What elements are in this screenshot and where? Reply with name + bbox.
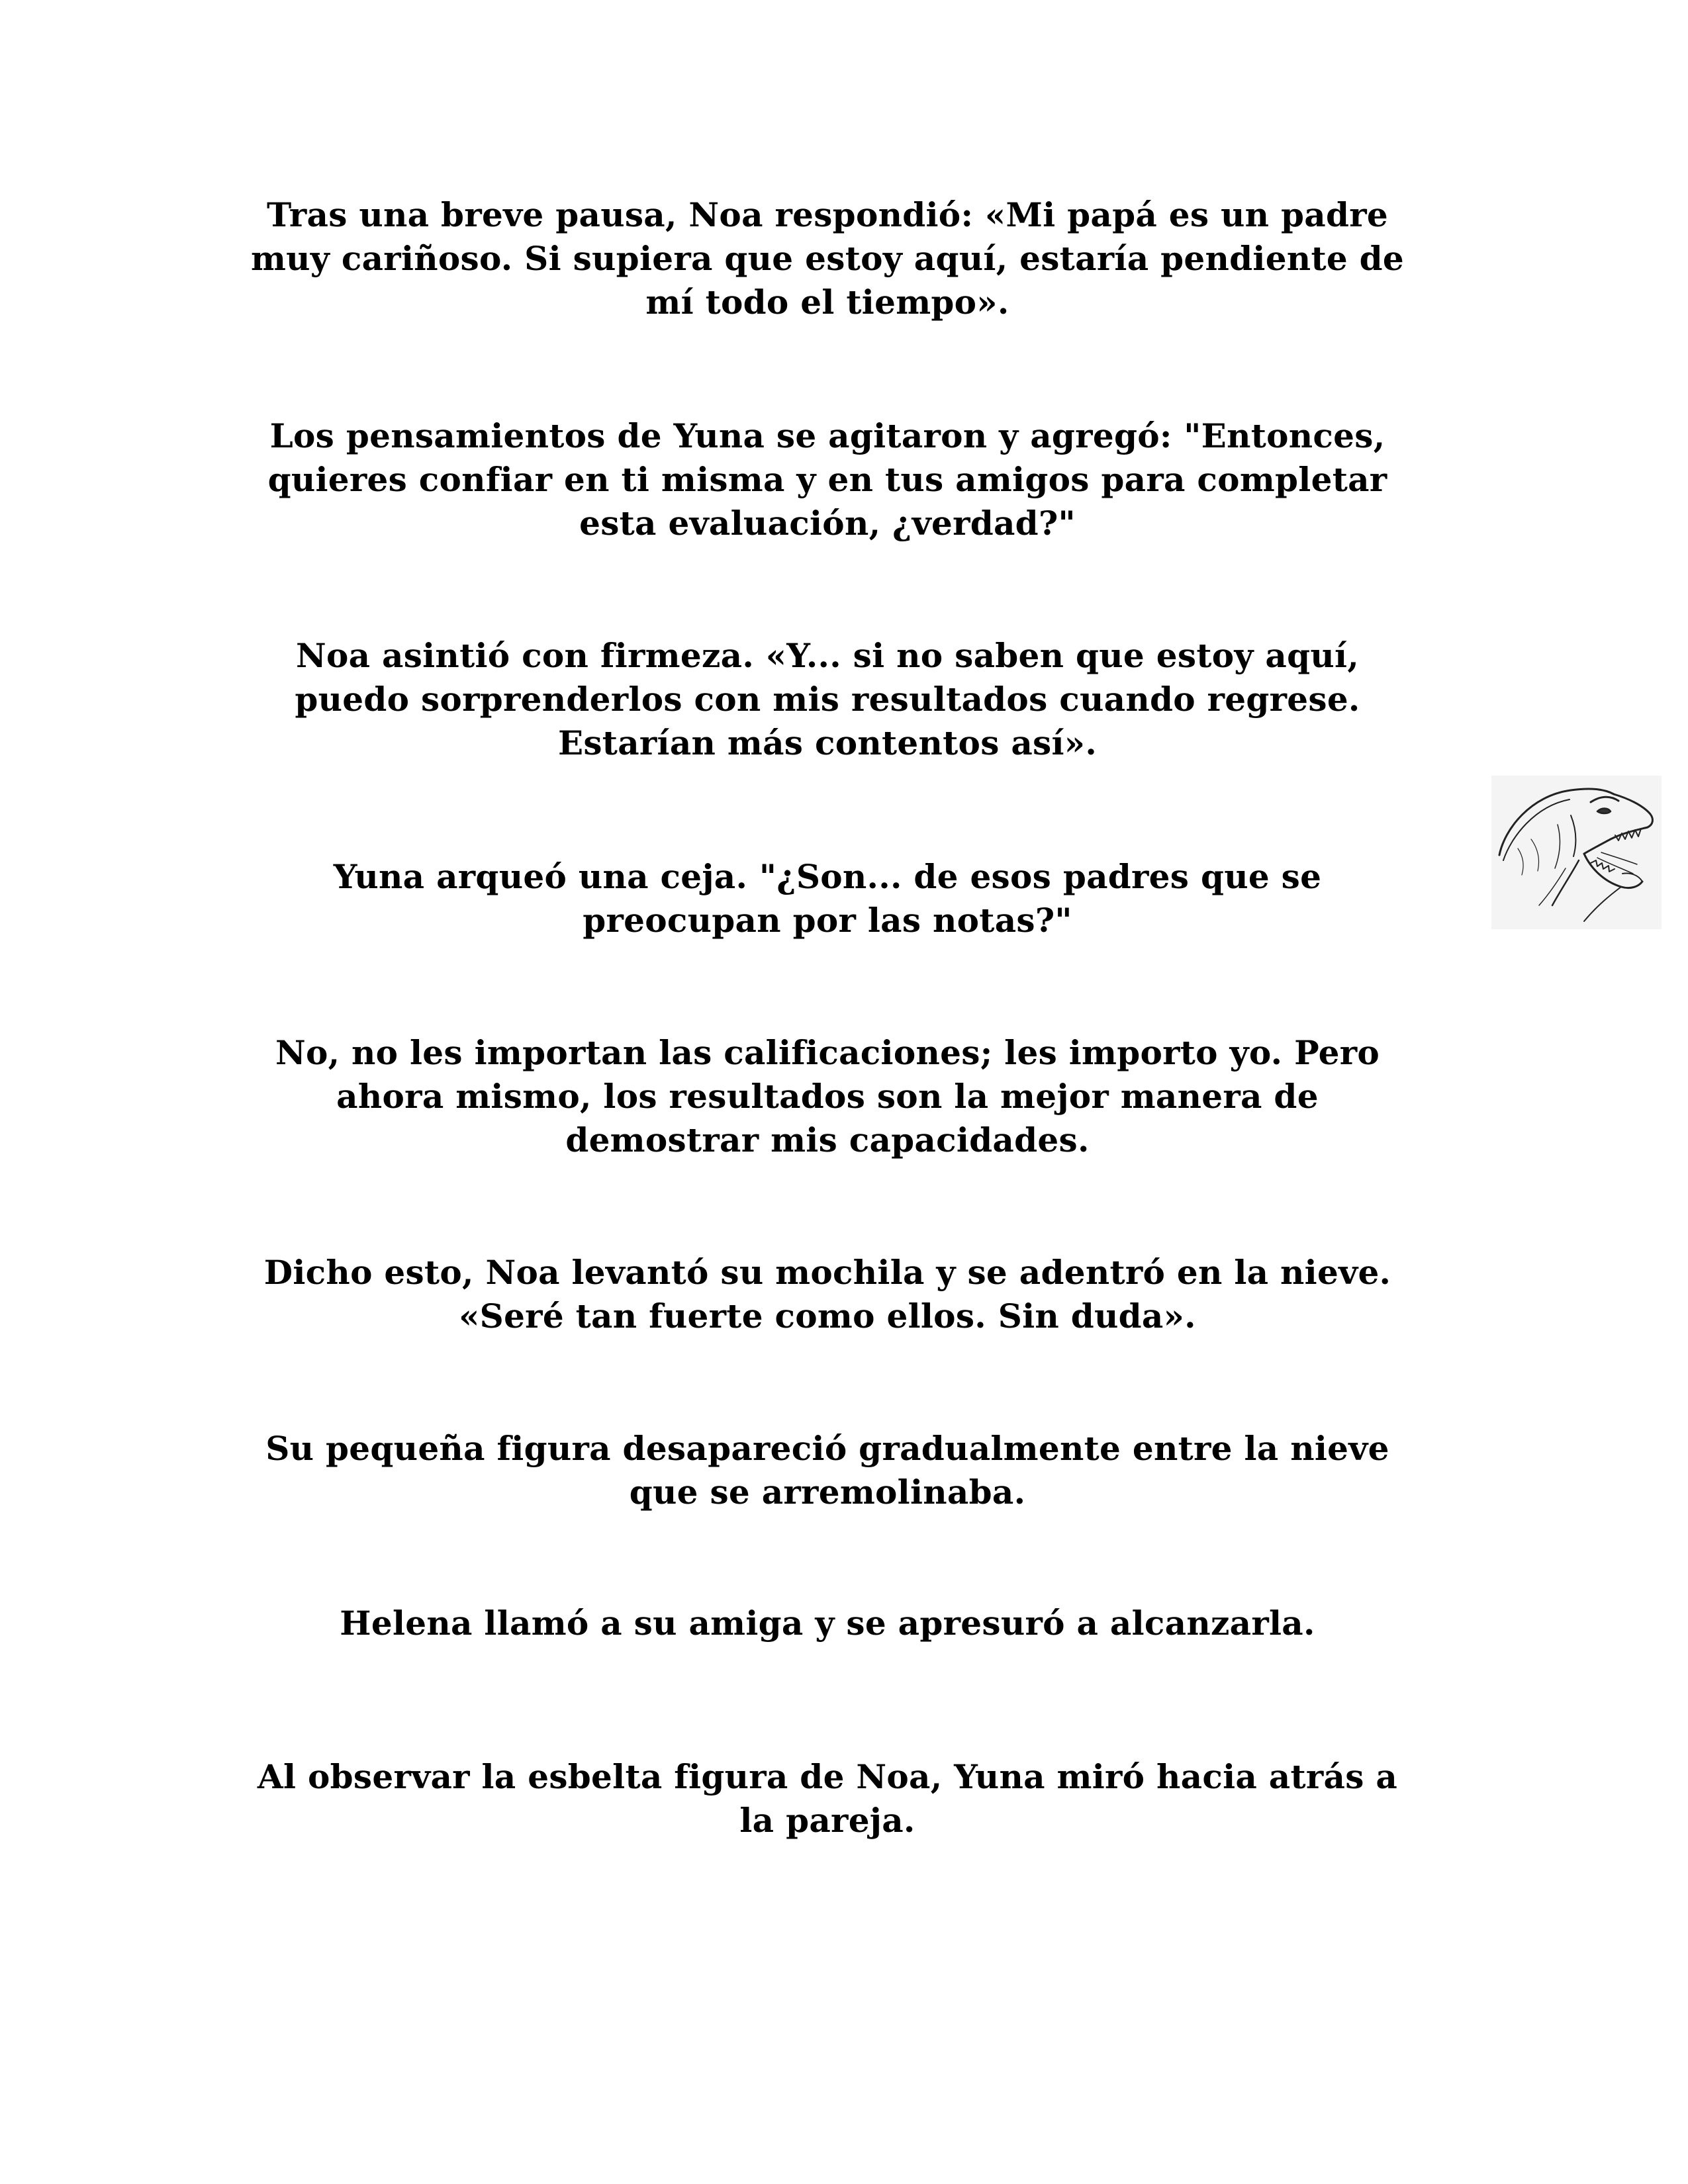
paragraph-5: No, no les importan las calificaciones; les importo yo. Pero ahora mismo, los resultados son la mejor manera de demostrar mis capacidades. bbox=[275, 1033, 1380, 1160]
paragraph-8: Helena llamó a su amiga y se apresuró a alcanzarla. bbox=[340, 1604, 1315, 1643]
paragraph-1: Tras una breve pausa, Noa respondió: «Mi papá es un padre muy cariñoso. Si supiera que estoy aquí, estaría pendiente de mí todo el tiempo». bbox=[250, 195, 1405, 322]
paragraph-2: Los pensamientos de Yuna se agitaron y agregó: "Entonces, quieres confiar en ti misma y en tus amigos para completar esta evaluación, ¿verdad?" bbox=[267, 416, 1387, 543]
paragraph-3: Noa asintió con firmeza. «Y... si no saben que estoy aquí, puedo sorprenderlos con mis resultados cuando regrese. Estarían más contentos así». bbox=[295, 636, 1360, 762]
paragraph-4: Yuna arqueó una ceja. "¿Son... de esos padres que se preocupan por las notas?" bbox=[333, 857, 1322, 940]
paragraph-9: Al observar la esbelta figura de Noa, Yuna miró hacia atrás a la pareja. bbox=[257, 1757, 1398, 1840]
dinosaur-head-sketch-icon bbox=[1491, 776, 1662, 929]
paragraph-7: Su pequeña figura desapareció gradualmente entre la nieve que se arremolinaba. bbox=[265, 1429, 1389, 1512]
paragraph-6: Dicho esto, Noa levantó su mochila y se adentró en la nieve. «Seré tan fuerte como ellos. Sin duda». bbox=[263, 1253, 1391, 1336]
